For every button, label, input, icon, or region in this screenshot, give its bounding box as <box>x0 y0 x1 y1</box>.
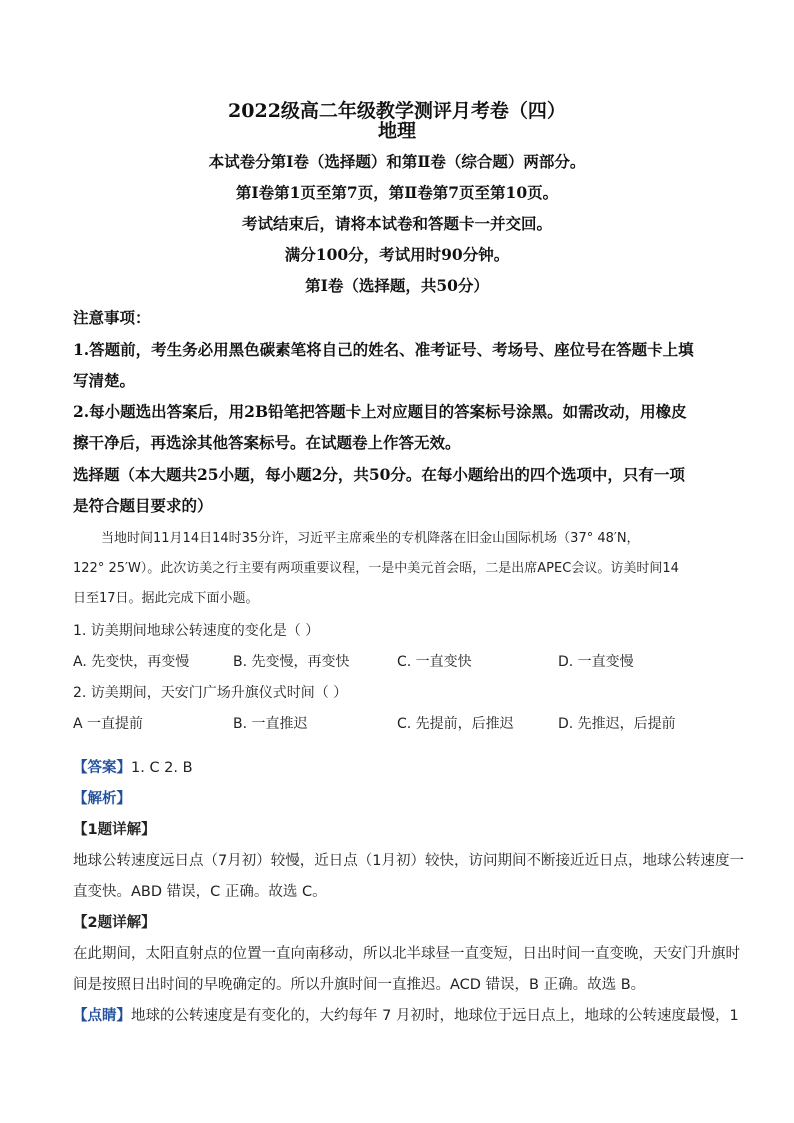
tip-text: 地球的公转速度是有变化的，大约每年 7 月初时，地球位于远日点上，地球的公转速度最慢，1 <box>131 1008 739 1024</box>
question-2-stem: 2. 访美期间，天安门广场升旗仪式时间（ ） <box>73 685 348 701</box>
note-line: 擦干净后，再选涂其他答案标号。在试题卷上作答无效。 <box>73 433 461 452</box>
answer-label: 【答案】 <box>73 760 131 776</box>
intro-line-2: 第Ⅰ卷第1页至第7页，第Ⅱ卷第7页至第10页。 <box>235 183 559 202</box>
q2-detail-label: 【2题详解】 <box>73 915 156 931</box>
notes-heading: 注意事项： <box>73 308 151 327</box>
passage-line: 当地时间11月14日14时35分许，习近平主席乘坐的专机降落在旧金山国际机场（37° 48′N， <box>101 531 640 546</box>
exam-title: 2022级高二年级教学测评月考卷（四） <box>228 100 566 122</box>
question-1-option-d: D. 一直变慢 <box>558 654 634 670</box>
question-1-option-b: B. 先变慢，再变快 <box>233 654 350 670</box>
passage-line: 日至17日。据此完成下面小题。 <box>73 591 259 606</box>
question-2-option-c: C. 先提前，后推迟 <box>397 716 514 732</box>
note-line: 1.答题前，考生务必用黑色碳素笔将自己的姓名、准考证号、考场号、座位号在答题卡上填 <box>73 340 694 359</box>
passage-line: 122° 25′W）。此次访美之行主要有两项重要议程，一是中美元首会晤，二是出席APEC会议。访美时间14 <box>73 561 679 576</box>
question-1-stem: 1. 访美期间地球公转速度的变化是（ ） <box>73 623 320 639</box>
q1-detail-line: 直变快。ABD 错误，C 正确。故选 C。 <box>73 884 327 900</box>
note-line: 是符合题目要求的） <box>73 496 213 515</box>
answer-text: 1. C 2. B <box>131 760 193 776</box>
q2-detail-line: 间是按照日出时间的早晚确定的。所以升旗时间一直推迟。ACD 错误，B 正确。故选 B。 <box>73 977 646 993</box>
question-2-option-d: D. 先推迟，后提前 <box>558 716 676 732</box>
question-1-option-c: C. 一直变快 <box>397 654 472 670</box>
q1-detail-label: 【1题详解】 <box>73 822 156 838</box>
question-1-option-a: A. 先变快，再变慢 <box>73 654 190 670</box>
question-2-option-a: A 一直提前 <box>73 716 144 732</box>
intro-line-1: 本试卷分第Ⅰ卷（选择题）和第Ⅱ卷（综合题）两部分。 <box>208 152 586 171</box>
intro-line-4: 满分100分，考试用时90分钟。 <box>284 245 510 264</box>
answer-row <box>73 756 193 777</box>
section-heading: 第Ⅰ卷（选择题，共50分） <box>305 276 489 295</box>
tip-row <box>73 1004 739 1025</box>
note-line: 写清楚。 <box>73 371 136 390</box>
question-2-option-b: B. 一直推迟 <box>233 716 308 732</box>
analysis-label: 【解析】 <box>73 791 131 807</box>
intro-line-3: 考试结束后，请将本试卷和答题卡一并交回。 <box>241 214 552 233</box>
tip-label: 【点睛】 <box>73 1008 131 1024</box>
q2-detail-line: 在此期间，太阳直射点的位置一直向南移动，所以北半球昼一直变短，日出时间一直变晚，天安门升旗时 <box>73 946 740 962</box>
q1-detail-line: 地球公转速度远日点（7月初）较慢，近日点（1月初）较快，访问期间不断接近近日点，地球公转速度一 <box>73 853 744 869</box>
subject-title: 地理 <box>377 120 416 142</box>
note-line: 选择题（本大题共25小题，每小题2分，共50分。在每小题给出的四个选项中，只有一项 <box>73 465 685 484</box>
note-line: 2.每小题选出答案后，用2B铅笔把答题卡上对应题目的答案标号涂黑。如需改动，用橡皮 <box>73 402 687 421</box>
